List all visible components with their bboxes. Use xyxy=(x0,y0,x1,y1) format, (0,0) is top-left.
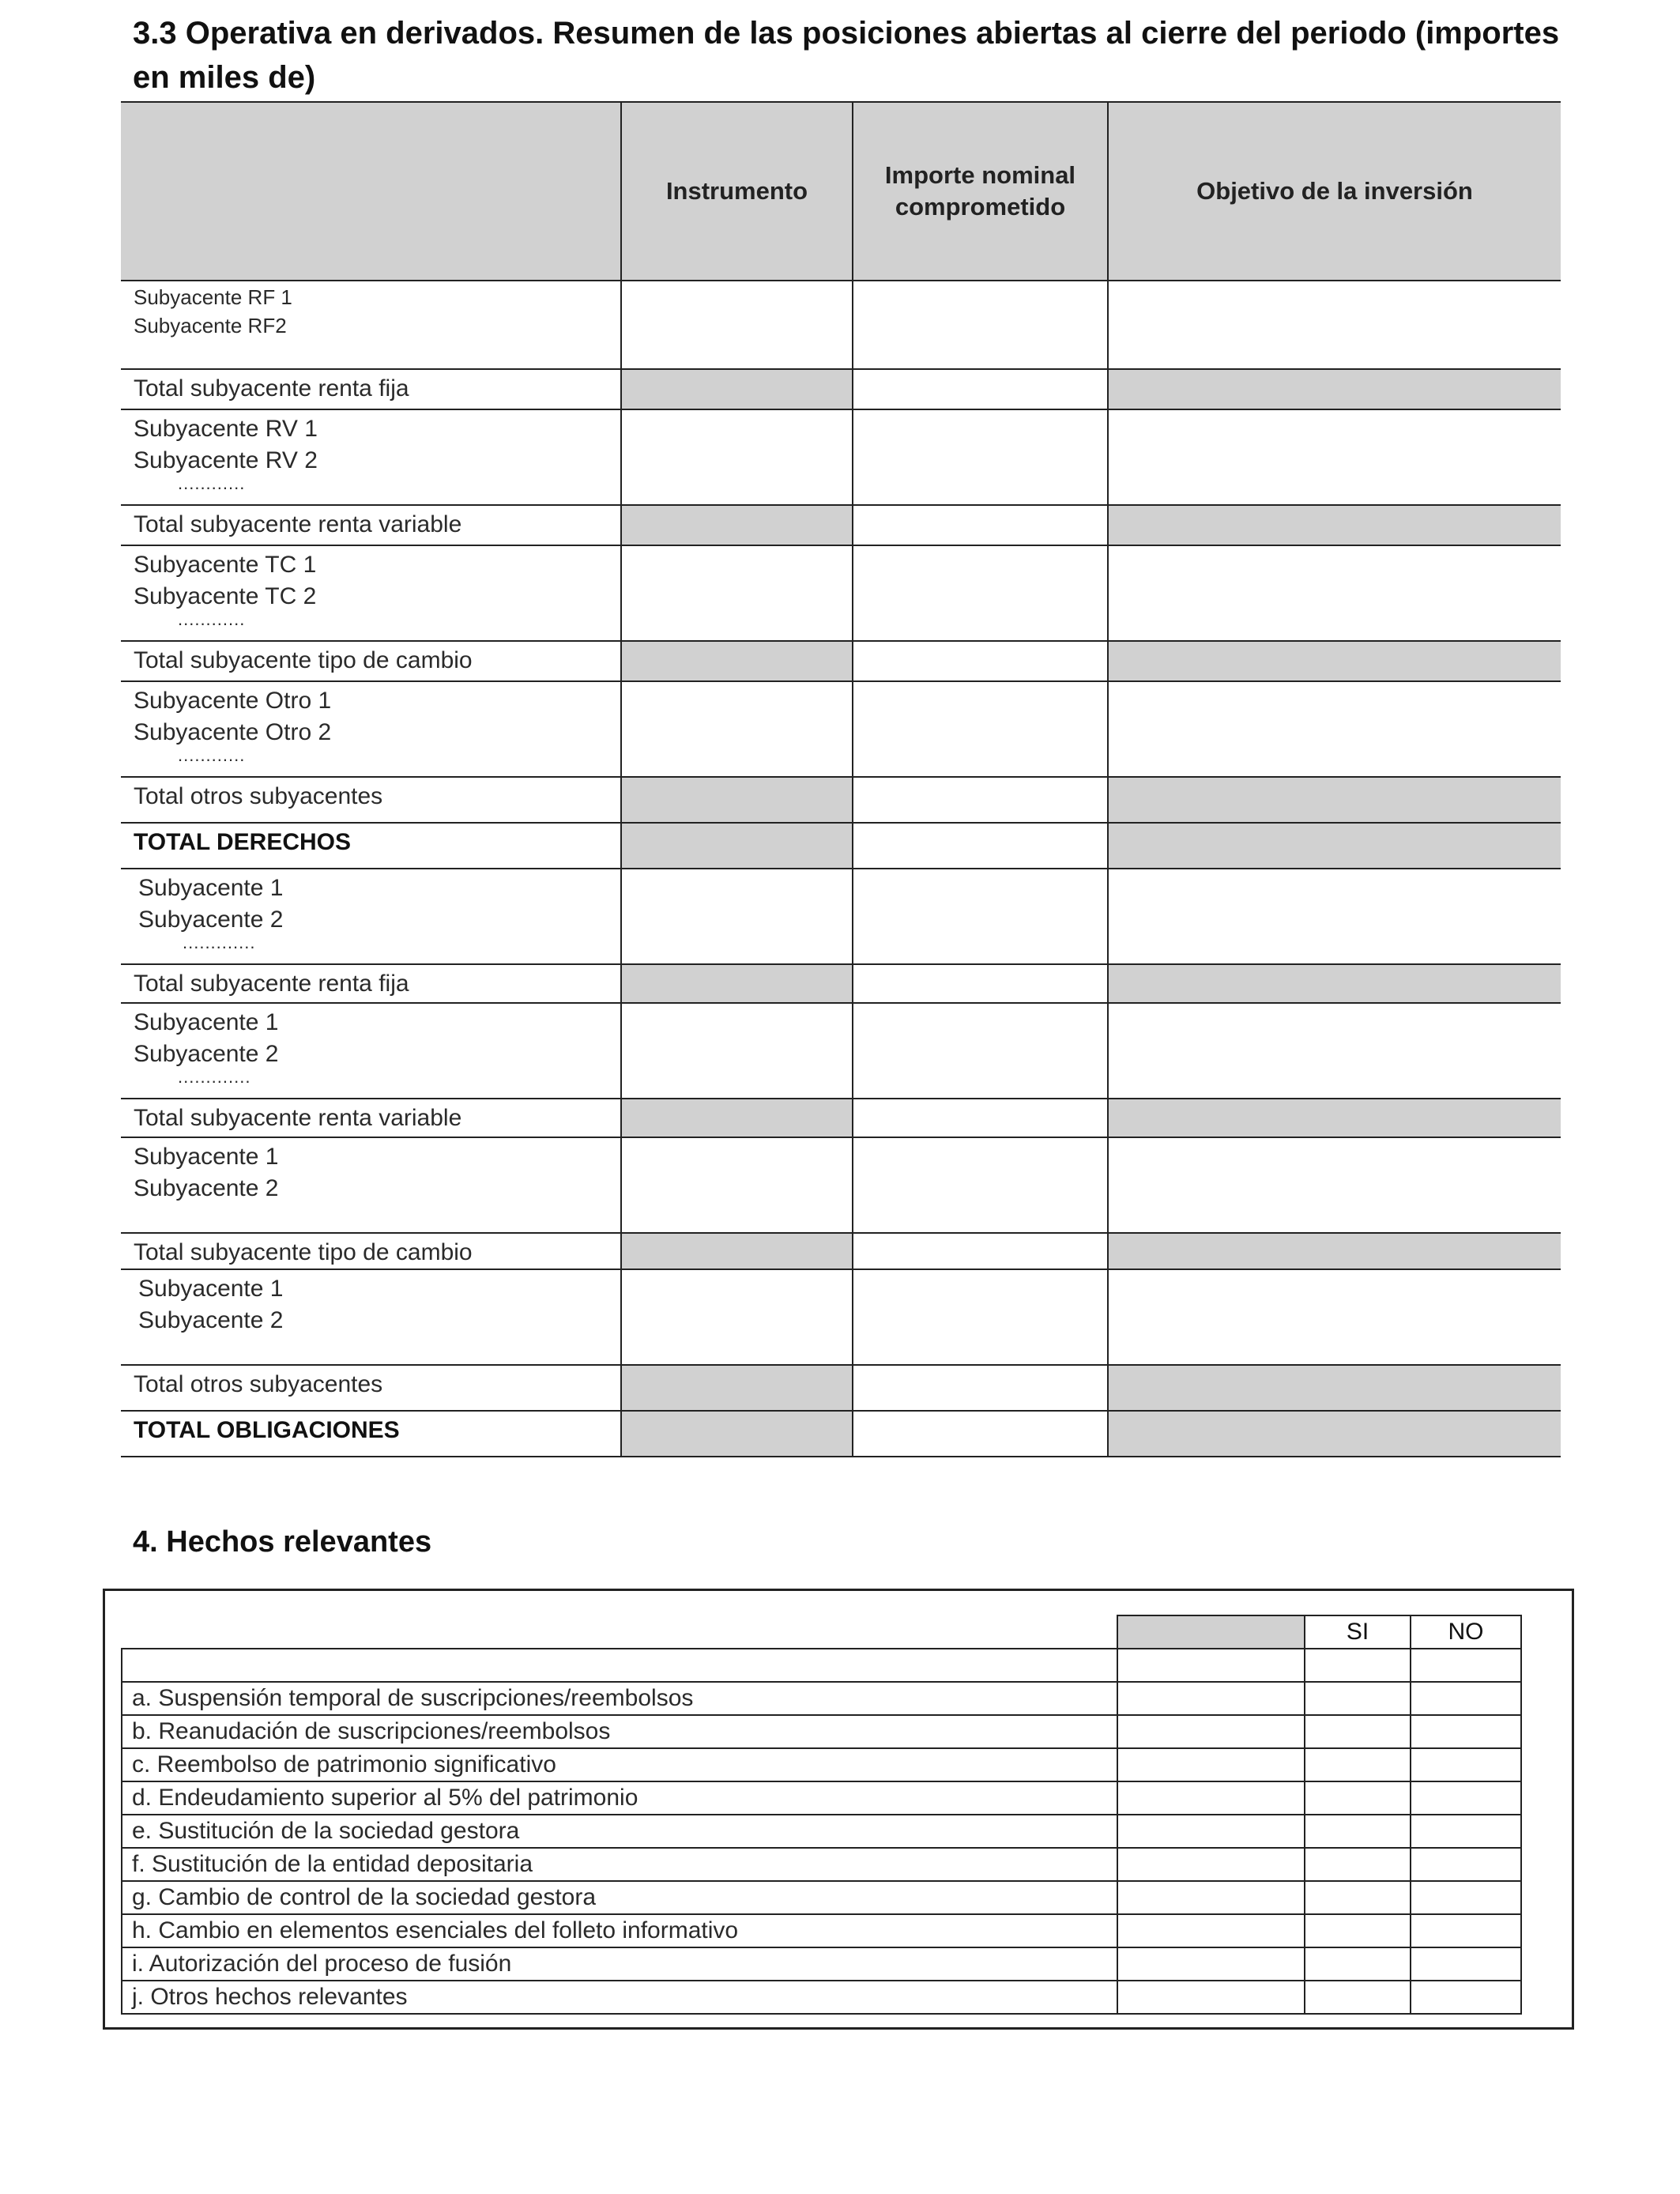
deriv-row-label xyxy=(121,1137,621,1233)
deriv-cell-objetivo[interactable] xyxy=(1108,369,1561,409)
deriv-row-label-line: Subyacente 1 xyxy=(138,1276,284,1302)
deriv-cell-instrumento[interactable] xyxy=(621,281,853,369)
deriv-cell-objetivo[interactable] xyxy=(1108,641,1561,681)
deriv-cell-instrumento[interactable] xyxy=(621,641,853,681)
hechos-header-shaded xyxy=(1117,1615,1305,1649)
deriv-row-label xyxy=(121,823,621,869)
hechos-row xyxy=(122,1815,1521,1848)
deriv-row-label-line: TOTAL OBLIGACIONES xyxy=(134,1417,400,1443)
deriv-row xyxy=(121,1411,1561,1457)
deriv-row-label xyxy=(121,641,621,681)
hechos-row xyxy=(122,1682,1521,1715)
hechos-header-no: NO xyxy=(1411,1615,1521,1649)
deriv-row-label-line: Total subyacente renta variable xyxy=(134,1105,462,1131)
hechos-item-no[interactable] xyxy=(1411,1682,1521,1715)
deriv-row xyxy=(121,641,1561,681)
hechos-header-si: SI xyxy=(1305,1615,1411,1649)
hechos-empty-label xyxy=(122,1649,1117,1682)
hechos-row xyxy=(122,1781,1521,1815)
hechos-item-cell xyxy=(1117,1881,1305,1914)
deriv-cell-importe[interactable] xyxy=(853,1099,1108,1137)
hechos-item-no[interactable] xyxy=(1411,1914,1521,1947)
hechos-empty-no[interactable] xyxy=(1411,1649,1521,1682)
deriv-cell-instrumento[interactable] xyxy=(621,681,853,777)
hechos-item-no[interactable] xyxy=(1411,1981,1521,2014)
deriv-cell-objetivo[interactable] xyxy=(1108,545,1561,641)
deriv-row-label-line: Total otros subyacentes xyxy=(134,1371,383,1397)
deriv-row xyxy=(121,505,1561,545)
deriv-cell-importe[interactable] xyxy=(853,1003,1108,1099)
deriv-cell-objetivo[interactable] xyxy=(1108,869,1561,964)
hechos-item-si[interactable] xyxy=(1305,1947,1411,1981)
deriv-row-label xyxy=(121,281,621,369)
deriv-row-label xyxy=(121,1003,621,1099)
deriv-cell-objetivo[interactable] xyxy=(1108,681,1561,777)
hechos-item-label: i. Autorización del proceso de fusión xyxy=(122,1947,1117,1981)
deriv-row-label-line: Subyacente 2 xyxy=(134,1041,279,1067)
deriv-row-dots: ............ xyxy=(178,609,246,629)
deriv-cell-objetivo[interactable] xyxy=(1108,777,1561,823)
hechos-row xyxy=(122,1881,1521,1914)
deriv-cell-instrumento[interactable] xyxy=(621,409,853,505)
hechos-row xyxy=(122,1748,1521,1781)
hechos-item-si[interactable] xyxy=(1305,1914,1411,1947)
deriv-row-label xyxy=(121,545,621,641)
deriv-row-label-line: Total subyacente renta variable xyxy=(134,511,462,537)
deriv-cell-objetivo[interactable] xyxy=(1108,281,1561,369)
deriv-cell-importe[interactable] xyxy=(853,1269,1108,1365)
deriv-cell-importe[interactable] xyxy=(853,281,1108,369)
hechos-item-no[interactable] xyxy=(1411,1781,1521,1815)
hechos-item-si[interactable] xyxy=(1305,1715,1411,1748)
deriv-row-label xyxy=(121,1411,621,1457)
hechos-item-no[interactable] xyxy=(1411,1748,1521,1781)
hechos-header-blank xyxy=(122,1615,1117,1649)
hechos-item-si[interactable] xyxy=(1305,1815,1411,1848)
deriv-row xyxy=(121,1365,1561,1411)
derivatives-table xyxy=(121,101,1561,1457)
deriv-cell-importe[interactable] xyxy=(853,505,1108,545)
deriv-row-label-line: TOTAL DERECHOS xyxy=(134,829,352,855)
deriv-cell-importe[interactable] xyxy=(853,545,1108,641)
section-3-3-title: 3.3 Operativa en derivados. Resumen de las posiciones abiertas al cierre del periodo (importes en miles de) xyxy=(133,16,1560,95)
deriv-cell-importe[interactable] xyxy=(853,641,1108,681)
deriv-cell-objetivo[interactable] xyxy=(1108,1269,1561,1365)
hechos-item-label: j. Otros hechos relevantes xyxy=(122,1981,1117,2014)
hechos-empty-cell xyxy=(1117,1649,1305,1682)
deriv-cell-instrumento[interactable] xyxy=(621,1269,853,1365)
hechos-item-cell xyxy=(1117,1914,1305,1947)
deriv-cell-importe[interactable] xyxy=(853,369,1108,409)
deriv-row-label-line: Total subyacente renta fija xyxy=(134,375,409,401)
deriv-row xyxy=(121,281,1561,369)
deriv-cell-importe[interactable] xyxy=(853,1411,1108,1457)
deriv-cell-importe[interactable] xyxy=(853,1365,1108,1411)
hechos-row xyxy=(122,1947,1521,1981)
deriv-row-label-line: Total otros subyacentes xyxy=(134,783,383,809)
deriv-cell-importe[interactable] xyxy=(853,823,1108,869)
deriv-row-label xyxy=(121,369,621,409)
deriv-cell-objetivo[interactable] xyxy=(1108,964,1561,1003)
deriv-cell-importe[interactable] xyxy=(853,681,1108,777)
hechos-item-label: h. Cambio en elementos esenciales del folleto informativo xyxy=(122,1914,1117,1947)
deriv-row-label-line: Subyacente 2 xyxy=(134,1175,279,1201)
deriv-row xyxy=(121,869,1561,964)
deriv-row xyxy=(121,964,1561,1003)
deriv-row-label-line: Subyacente TC 1 xyxy=(134,552,317,578)
deriv-row xyxy=(121,1099,1561,1137)
hechos-item-cell xyxy=(1117,1848,1305,1881)
deriv-row xyxy=(121,823,1561,869)
deriv-cell-instrumento[interactable] xyxy=(621,777,853,823)
hechos-item-no[interactable] xyxy=(1411,1848,1521,1881)
hechos-item-no[interactable] xyxy=(1411,1715,1521,1748)
deriv-row-dots: ............ xyxy=(178,473,246,493)
deriv-cell-objetivo[interactable] xyxy=(1108,1003,1561,1099)
hechos-row xyxy=(122,1715,1521,1748)
deriv-cell-instrumento[interactable] xyxy=(621,369,853,409)
hechos-empty-si[interactable] xyxy=(1305,1649,1411,1682)
header-instrumento: Instrumento xyxy=(621,102,853,281)
deriv-row-label-line: Subyacente Otro 1 xyxy=(134,688,332,714)
hechos-item-label: a. Suspensión temporal de suscripciones/reembolsos xyxy=(122,1682,1117,1715)
deriv-row-label xyxy=(121,409,621,505)
deriv-row xyxy=(121,1137,1561,1233)
deriv-row xyxy=(121,1003,1561,1099)
deriv-row xyxy=(121,681,1561,777)
hechos-item-cell xyxy=(1117,1715,1305,1748)
hechos-item-label: b. Reanudación de suscripciones/reembolsos xyxy=(122,1715,1117,1748)
hechos-table xyxy=(121,1615,1522,2015)
deriv-cell-instrumento[interactable] xyxy=(621,823,853,869)
deriv-row-label-line: Subyacente 1 xyxy=(138,875,284,901)
deriv-row-label xyxy=(121,777,621,823)
deriv-cell-instrumento[interactable] xyxy=(621,1137,853,1233)
hechos-item-label: e. Sustitución de la sociedad gestora xyxy=(122,1815,1117,1848)
deriv-row-dots: ............. xyxy=(183,933,256,952)
hechos-item-label: c. Reembolso de patrimonio significativo xyxy=(122,1748,1117,1781)
deriv-row-label xyxy=(121,1099,621,1137)
deriv-cell-instrumento[interactable] xyxy=(621,1365,853,1411)
hechos-item-label: f. Sustitución de la entidad depositaria xyxy=(122,1848,1117,1881)
deriv-cell-importe[interactable] xyxy=(853,777,1108,823)
deriv-cell-objetivo[interactable] xyxy=(1108,1233,1561,1269)
deriv-cell-instrumento[interactable] xyxy=(621,1003,853,1099)
deriv-row-label xyxy=(121,869,621,964)
deriv-cell-instrumento[interactable] xyxy=(621,545,853,641)
deriv-row-label-line: Subyacente 2 xyxy=(138,1307,284,1333)
hechos-item-label: g. Cambio de control de la sociedad gestora xyxy=(122,1881,1117,1914)
deriv-row-label xyxy=(121,964,621,1003)
deriv-row-label-line: Subyacente 1 xyxy=(134,1144,279,1170)
hechos-item-si[interactable] xyxy=(1305,1748,1411,1781)
deriv-cell-importe[interactable] xyxy=(853,869,1108,964)
deriv-cell-instrumento[interactable] xyxy=(621,869,853,964)
hechos-item-cell xyxy=(1117,1682,1305,1715)
deriv-cell-objetivo[interactable] xyxy=(1108,823,1561,869)
hechos-item-cell xyxy=(1117,1781,1305,1815)
section-4-title: 4. Hechos relevantes xyxy=(133,1525,432,1559)
deriv-cell-instrumento[interactable] xyxy=(621,1411,853,1457)
hechos-box xyxy=(103,1589,1574,2030)
hechos-item-label: d. Endeudamiento superior al 5% del patrimonio xyxy=(122,1781,1117,1815)
hechos-item-cell xyxy=(1117,1815,1305,1848)
deriv-cell-objetivo[interactable] xyxy=(1108,505,1561,545)
deriv-cell-instrumento[interactable] xyxy=(621,1099,853,1137)
deriv-cell-objetivo[interactable] xyxy=(1108,1365,1561,1411)
hechos-item-si[interactable] xyxy=(1305,1781,1411,1815)
header-importe-nominal: Importe nominal comprometido xyxy=(853,102,1108,281)
hechos-item-no[interactable] xyxy=(1411,1881,1521,1914)
deriv-row xyxy=(121,1233,1561,1269)
deriv-row-label-line: Total subyacente tipo de cambio xyxy=(134,647,473,673)
deriv-cell-instrumento[interactable] xyxy=(621,964,853,1003)
deriv-row xyxy=(121,777,1561,823)
deriv-row-label xyxy=(121,1365,621,1411)
deriv-row-label-line: Subyacente TC 2 xyxy=(134,583,317,609)
hechos-item-si[interactable] xyxy=(1305,1848,1411,1881)
deriv-cell-instrumento[interactable] xyxy=(621,505,853,545)
deriv-cell-instrumento[interactable] xyxy=(621,1233,853,1269)
hechos-item-cell xyxy=(1117,1981,1305,2014)
deriv-row-label-line: Total subyacente tipo de cambio xyxy=(134,1239,473,1265)
deriv-row-label-line: Subyacente RV 2 xyxy=(134,447,318,473)
header-objetivo: Objetivo de la inversión xyxy=(1108,102,1561,281)
deriv-row-label-line: Subyacente 1 xyxy=(134,1009,279,1035)
hechos-item-cell xyxy=(1117,1947,1305,1981)
deriv-row xyxy=(121,409,1561,505)
header-corner xyxy=(121,102,621,281)
deriv-cell-objetivo[interactable] xyxy=(1108,1099,1561,1137)
hechos-row xyxy=(122,1981,1521,2014)
deriv-row-label xyxy=(121,681,621,777)
deriv-cell-objetivo[interactable] xyxy=(1108,1411,1561,1457)
deriv-row-label xyxy=(121,1269,621,1365)
deriv-row-dots: ............. xyxy=(178,1067,251,1087)
hechos-item-si[interactable] xyxy=(1305,1682,1411,1715)
deriv-row xyxy=(121,1269,1561,1365)
hechos-row xyxy=(122,1848,1521,1881)
deriv-row xyxy=(121,545,1561,641)
deriv-cell-objetivo[interactable] xyxy=(1108,409,1561,505)
hechos-item-si[interactable] xyxy=(1305,1881,1411,1914)
deriv-row xyxy=(121,369,1561,409)
hechos-row xyxy=(122,1914,1521,1947)
deriv-row-label-line: Subyacente 2 xyxy=(138,907,284,933)
deriv-cell-importe[interactable] xyxy=(853,409,1108,505)
hechos-item-cell xyxy=(1117,1748,1305,1781)
deriv-row-label-line: Subyacente Otro 2 xyxy=(134,719,332,745)
deriv-cell-importe[interactable] xyxy=(853,964,1108,1003)
deriv-row-dots: ............ xyxy=(178,745,246,765)
deriv-cell-importe[interactable] xyxy=(853,1137,1108,1233)
deriv-row-label-line: Subyacente RF 1 xyxy=(134,285,292,309)
deriv-cell-importe[interactable] xyxy=(853,1233,1108,1269)
deriv-row-label xyxy=(121,505,621,545)
deriv-row-label-line: Subyacente RF2 xyxy=(134,314,287,337)
hechos-item-no[interactable] xyxy=(1411,1947,1521,1981)
deriv-cell-objetivo[interactable] xyxy=(1108,1137,1561,1233)
deriv-row-label-line: Total subyacente renta fija xyxy=(134,971,409,997)
hechos-item-no[interactable] xyxy=(1411,1815,1521,1848)
deriv-row-label-line: Subyacente RV 1 xyxy=(134,416,318,442)
hechos-item-si[interactable] xyxy=(1305,1981,1411,2014)
deriv-row-label xyxy=(121,1233,621,1269)
